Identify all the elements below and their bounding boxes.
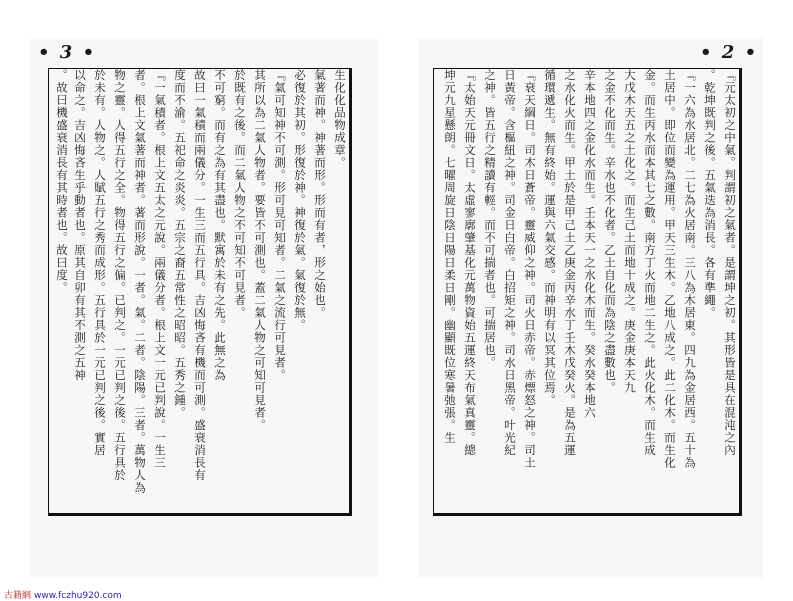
site-name: 古籍網	[4, 591, 32, 601]
right-column: 『太始天元冊文日。太虛寥廓肇基化元萬物資始五運終天布氣真靈。總	[463, 69, 477, 457]
left-column: 度而不渝。五祀命之炎炎。五宗之裔五常性之昭昭。五秀之鍾。	[173, 69, 187, 419]
right-column: 之水化火而生。甲土於是甲己土乙庚金丙辛水丁壬木戊癸火。是為五運	[563, 69, 577, 457]
left-column: 必復於其初。形復於神。神復於氣。氣復於無。	[293, 69, 307, 332]
right-column: 循環遞生。無有終始。運與六氣交感。而神明有以冥其位焉。	[543, 69, 557, 407]
right-column: 『衰天綱日。司木日蒼帝。靈威仰之神。司火日赤帝。赤熛怒之神。司土	[523, 69, 537, 469]
right-page-number: • 2 •	[700, 42, 759, 63]
left-column: 不可窮。而有之為有其盡也。默寓於未有之先。此無之為	[213, 69, 227, 382]
right-column: 『元太初之中氣。判謂初之氣者。是謂坤之初。其形皆是具在混沌之內	[723, 69, 737, 457]
right-column: 辛本地四之金化水而生。壬本天一之水化木而生。癸水癸本地六	[583, 69, 597, 419]
right-page-number-value: 2	[721, 42, 737, 63]
right-column: 。乾坤既判之後。五氣迭為消長。各有準繩。	[703, 69, 717, 319]
right-column: 『一六為水居北。二七為火居南。三八為木居東。四九為金居西。五十為	[683, 69, 697, 469]
right-text-frame	[433, 68, 742, 516]
left-page-number-value: 3	[59, 42, 75, 63]
right-column: 之金不化而生。辛水也不化者。乙土自化而為陰之盡數也。	[603, 69, 617, 394]
left-column: 故曰一氣積而兩儀分。一生三而五行具。吉凶悔吝有機而可測。盛衰消長有	[193, 69, 207, 482]
left-column: 物之靈。人得五行之全。物得五行之偏。已判之。一元已判之後。五行具於	[113, 69, 127, 482]
right-column: 金。而生丙水而本其七之數。南方丁火而地二生之。此火化木。而生成	[643, 69, 657, 457]
right-column: 土居中。即位而變為運用。甲天三生木。乙地八成之。此二化木。而生化	[663, 69, 677, 469]
left-column: 其所以為二氣人物者。要皆不可測也。蓋二氣人物之可知可見者。	[253, 69, 267, 432]
right-column: 大戊木天五之土化之。而生己土而地十成之。庚金庚本天九	[623, 69, 637, 394]
right-column: 坤元九星懸朗。七曜周旋日陰日陽日柔日剛。幽顯既位寒暑弛張。生	[443, 69, 457, 444]
left-column: 氣著而神。神著而形。形而有者，形之始也。	[313, 69, 327, 319]
right-column: 之神。皆五行之精讀有輕。而不可揣者也。可揣居也。	[483, 69, 497, 369]
left-column: 於既有之後。而二氣人物之不可知不可見者。	[233, 69, 247, 319]
left-text-frame	[48, 68, 352, 516]
left-column: 者。根上文氣著而神者。著而形說。一者。氣。二者。陰陽。三者。萬物人為	[133, 69, 147, 494]
left-column: 以命之。吉凶悔吝生乎動者也。原其自卯有其不測之五神	[73, 69, 87, 382]
left-column: 『一氣積者。根上文五太之元說。兩儀分者。根上文一元已判說。一生三	[153, 69, 167, 469]
left-page-number: • 3 •	[38, 42, 97, 63]
site-url: www.fczhu920.com	[34, 591, 122, 601]
left-column: 『氣可知神不可測。形可見可知者。二氣之流行可見者。	[273, 69, 287, 382]
right-column: 日黃帝。含樞紐之神。司金日白帝。白招矩之神。司水日黑帝。叶光紀	[503, 69, 517, 457]
site-watermark	[4, 588, 122, 601]
left-column: 於未有。人物之。人賦五行之秀而成形。五行具於一元已判之後。實居	[93, 69, 107, 457]
left-column: 。故曰機盛衰消長有其時者也。故曰度。	[55, 69, 69, 294]
left-column: 生化化品物成章。	[333, 69, 347, 169]
